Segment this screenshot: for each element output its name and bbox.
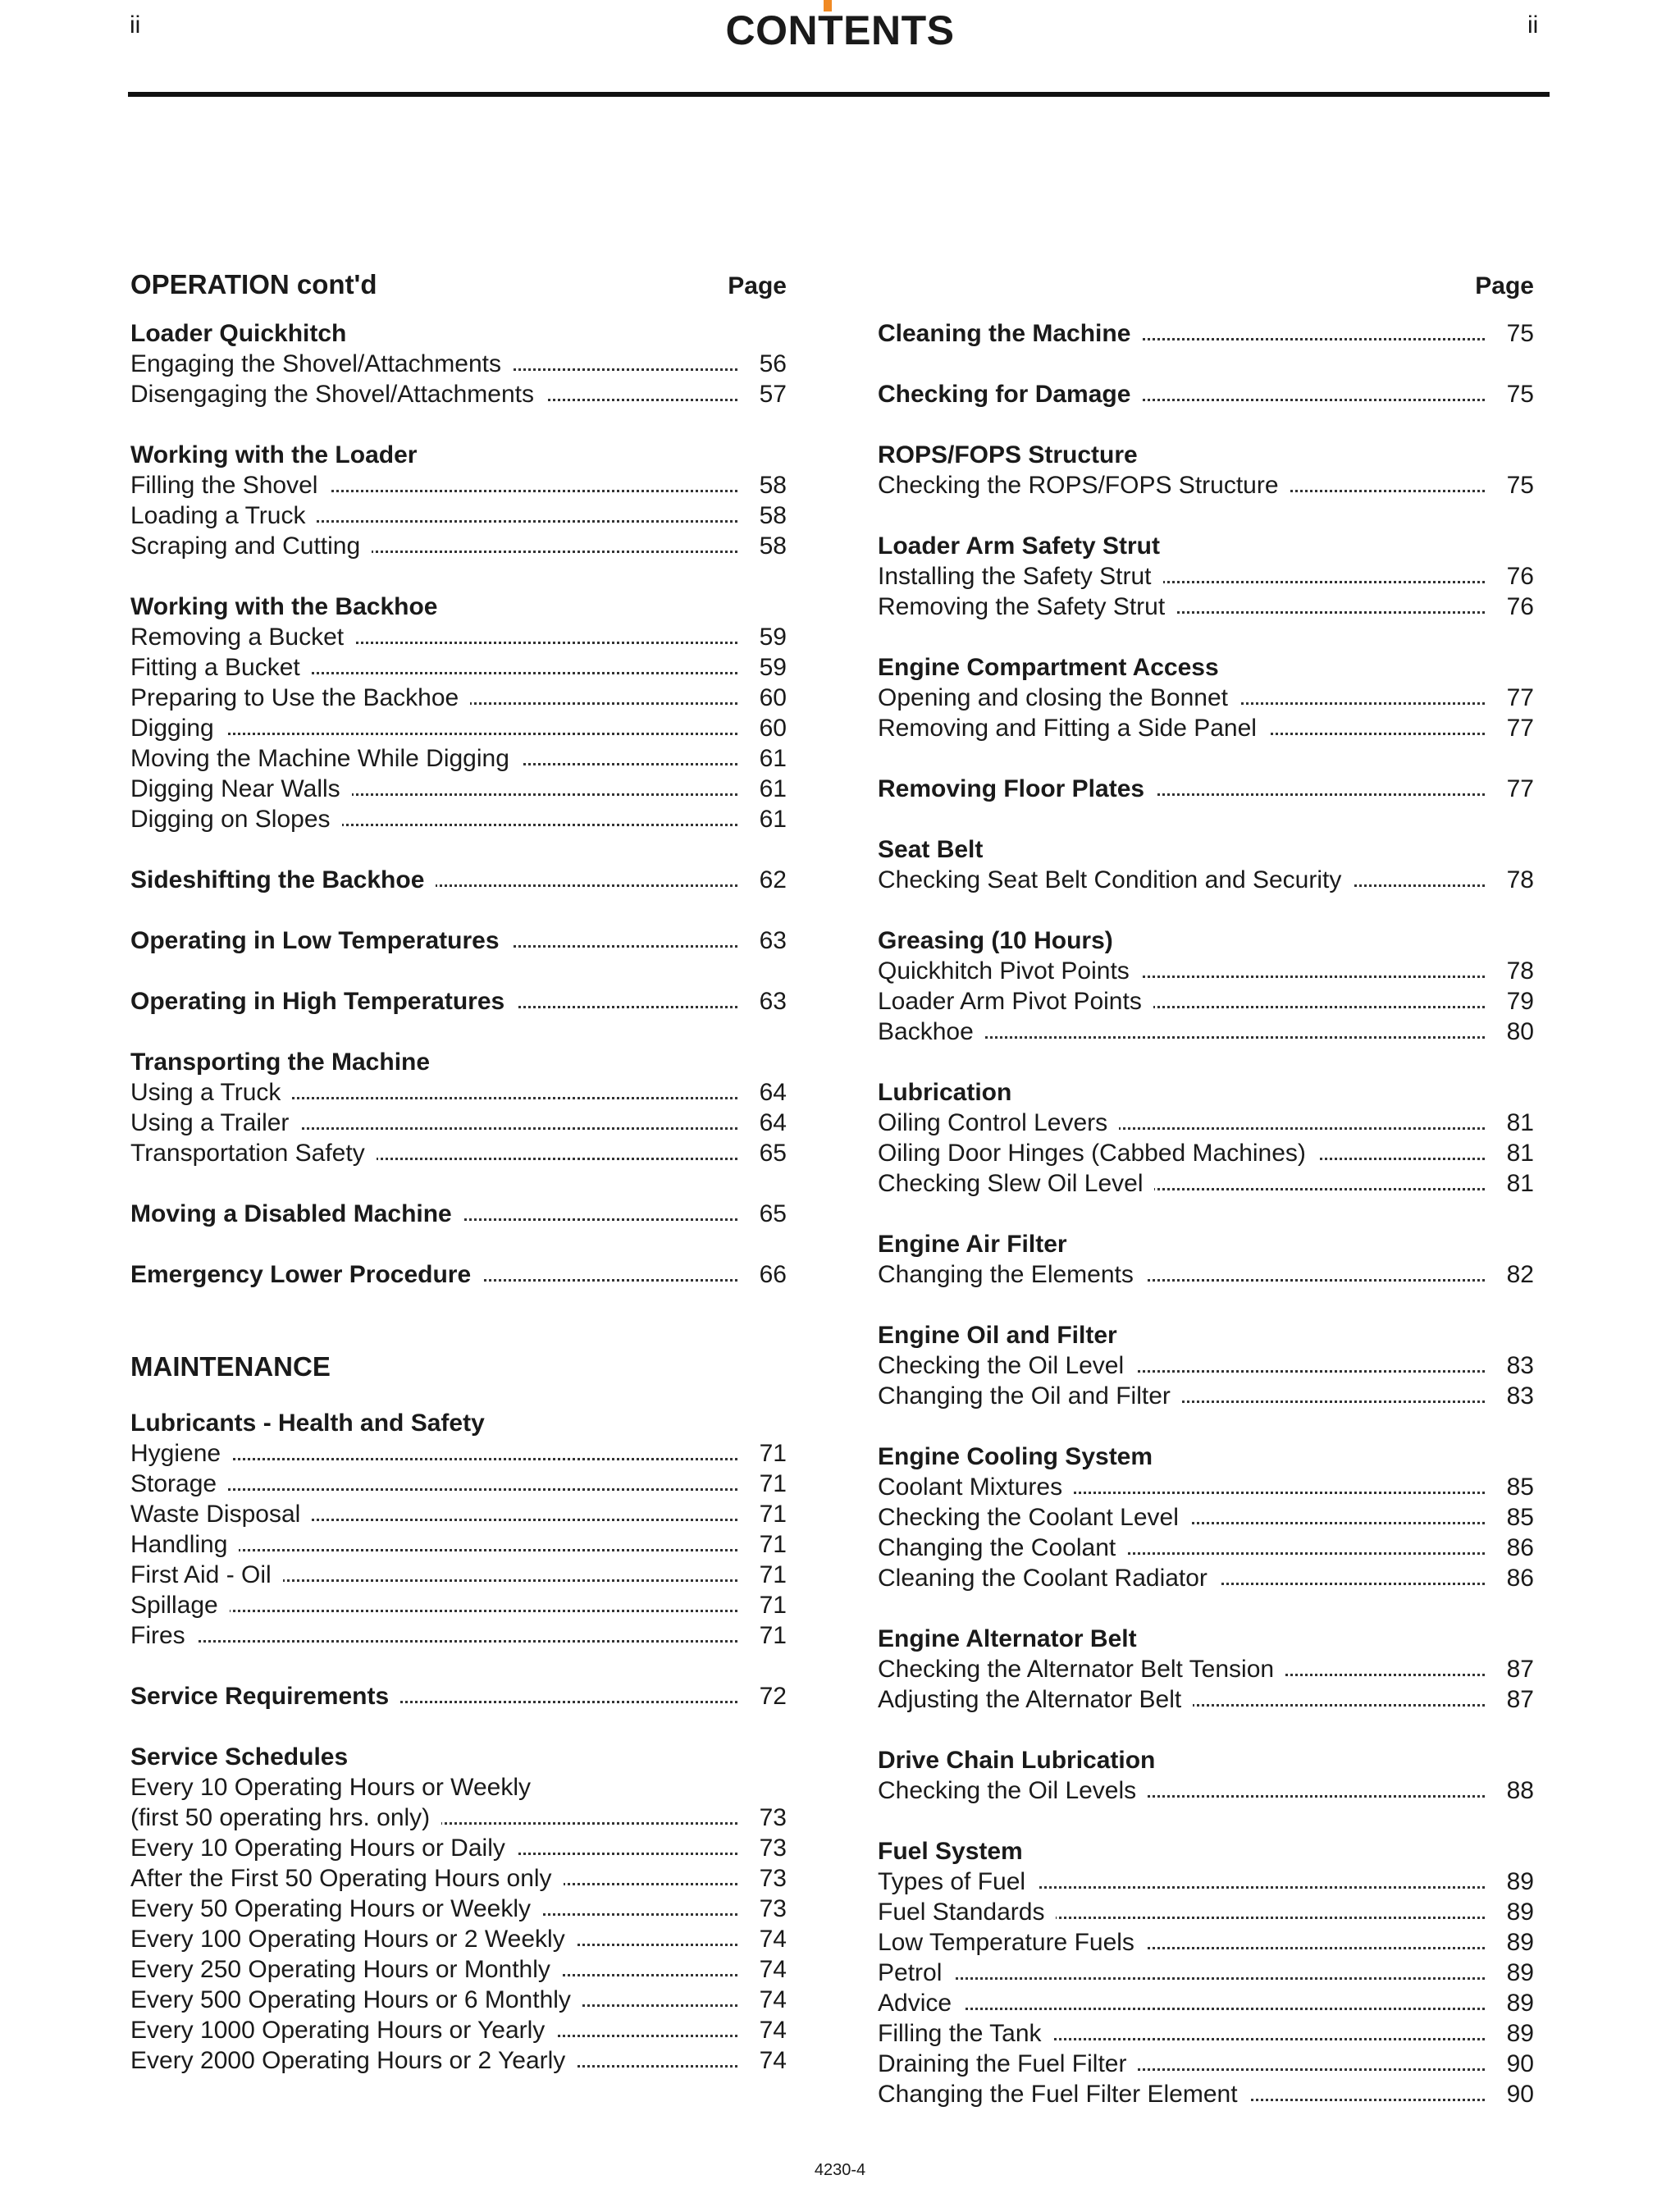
toc-entry-label: Changing the Elements [878, 1261, 1145, 1288]
toc-group [878, 1624, 1534, 1715]
toc-entry[interactable] [130, 1833, 787, 1863]
toc-heading-entry[interactable] [130, 986, 787, 1017]
page-title: CONTENTS [725, 7, 955, 53]
toc-entry[interactable] [878, 1502, 1534, 1533]
toc-entry-label: Adjusting the Alternator Belt [878, 1686, 1193, 1713]
toc-entry-label: Sideshifting the Backhoe [130, 866, 436, 893]
toc-entry[interactable] [130, 683, 787, 713]
toc-entry-label: Changing the Oil and Filter [878, 1382, 1182, 1410]
toc-page-number: 71 [747, 1529, 787, 1560]
toc-group-title: Engine Compartment Access [878, 654, 1219, 681]
toc-page-number: 71 [747, 1438, 787, 1469]
toc-entry[interactable] [878, 1381, 1534, 1411]
toc-page-number: 58 [747, 531, 787, 561]
toc-entry-label: Checking Slew Oil Level [878, 1170, 1154, 1197]
toc-entry-label: Every 1000 Operating Hours or Yearly [130, 2017, 556, 2044]
toc-group-title: Loader Arm Safety Strut [878, 532, 1160, 560]
toc-entry-label: Checking the ROPS/FOPS Structure [878, 472, 1290, 499]
toc-entry-label: Oiling Door Hinges (Cabbed Machines) [878, 1140, 1317, 1167]
toc-page-number: 60 [747, 683, 787, 713]
toc-entry-label: Emergency Lower Procedure [130, 1261, 482, 1288]
toc-entry[interactable] [878, 470, 1534, 500]
toc-page-number: 59 [747, 622, 787, 652]
toc-page-number: 74 [747, 1985, 787, 2015]
toc-entry-label: Checking for Damage [878, 381, 1142, 408]
toc-page-number: 86 [1495, 1533, 1534, 1563]
toc-entry-label: Removing the Safety Strut [878, 593, 1176, 620]
toc-group [130, 1199, 787, 1229]
toc-entry[interactable] [130, 1590, 787, 1620]
toc-page-number: 81 [1495, 1168, 1534, 1199]
toc-entry-label: Digging on Slopes [130, 806, 342, 833]
toc-group [130, 925, 787, 956]
toc-entry[interactable] [878, 1775, 1534, 1806]
toc-entry-label: Low Temperature Fuels [878, 1929, 1146, 1956]
toc-page-number: 71 [747, 1499, 787, 1529]
toc-entry-label: Every 50 Operating Hours or Weekly [130, 1895, 542, 1922]
toc-group [130, 1259, 787, 1290]
toc-group [878, 1229, 1534, 1290]
toc-page-number: 89 [1495, 1958, 1534, 1988]
toc-entry[interactable] [878, 2049, 1534, 2079]
toc-group-title: Seat Belt [878, 836, 984, 863]
toc-group-title: Service Schedules [130, 1743, 349, 1771]
toc-page-number: 80 [1495, 1017, 1534, 1047]
toc-entry-label: Checking the Coolant Level [878, 1504, 1190, 1531]
toc-entry[interactable] [130, 1863, 787, 1894]
toc-page-number: 74 [747, 2045, 787, 2076]
toc-entry-label: Removing and Fitting a Side Panel [878, 715, 1268, 742]
toc-page-number: 90 [1495, 2079, 1534, 2109]
toc-group-title: Engine Oil and Filter [878, 1322, 1117, 1349]
toc-entry-label: Opening and closing the Bonnet [878, 684, 1239, 711]
toc-page-number: 86 [1495, 1563, 1534, 1593]
toc-entry-label: Every 2000 Operating Hours or 2 Yearly [130, 2047, 577, 2074]
toc-entry-label: Cleaning the Coolant Radiator [878, 1565, 1219, 1592]
toc-page-number: 65 [747, 1199, 787, 1229]
toc-entry[interactable] [130, 1529, 787, 1560]
toc-entry-label: Filling the Shovel [130, 472, 329, 499]
toc-group-title: Greasing (10 Hours) [878, 927, 1113, 954]
toc-entry-label: Spillage [130, 1592, 230, 1619]
toc-page-number: 60 [747, 713, 787, 743]
toc-group-title: Working with the Backhoe [130, 593, 438, 620]
toc-entry-label: Every 500 Operating Hours or 6 Monthly [130, 1986, 582, 2013]
toc-entry-label: Installing the Safety Strut [878, 563, 1163, 590]
toc-entry[interactable] [878, 1897, 1534, 1927]
toc-entry[interactable] [130, 1985, 787, 2015]
toc-group [130, 1742, 787, 2076]
toc-entry-label: Quickhitch Pivot Points [878, 957, 1141, 985]
toc-entry[interactable] [878, 1958, 1534, 1988]
toc-entry-label: Every 10 Operating Hours or Daily [130, 1835, 517, 1862]
page-column-label: Page [728, 272, 787, 299]
toc-entry-label: Loader Arm Pivot Points [878, 988, 1153, 1015]
right-column-header [878, 261, 1534, 318]
toc-entry[interactable] [130, 622, 787, 652]
toc-entry-label: Hygiene [130, 1440, 232, 1467]
toc-entry-label: Oiling Control Levers [878, 1109, 1119, 1136]
toc-entry-label: Every 10 Operating Hours or Weekly [130, 1774, 542, 1801]
toc-page-number: 83 [1495, 1350, 1534, 1381]
toc-entry[interactable] [878, 683, 1534, 713]
toc-entry[interactable] [878, 561, 1534, 592]
toc-page-number: 88 [1495, 1775, 1534, 1806]
toc-heading-entry[interactable] [878, 379, 1534, 409]
toc-entry[interactable] [130, 1803, 787, 1833]
toc-entry-label: Scraping and Cutting [130, 532, 372, 560]
toc-group-title: Transporting the Machine [130, 1049, 431, 1076]
toc-page-number: 76 [1495, 592, 1534, 622]
toc-group [130, 1408, 787, 1651]
toc-entry[interactable] [130, 774, 787, 804]
toc-entry[interactable] [130, 1499, 787, 1529]
toc-page-number: 90 [1495, 2049, 1534, 2079]
folio-right: ii [1527, 11, 1539, 39]
toc-page-number: 59 [747, 652, 787, 683]
toc-page-number: 61 [747, 774, 787, 804]
toc-entry[interactable] [878, 986, 1534, 1017]
toc-page-number: 81 [1495, 1108, 1534, 1138]
folio-left: ii [130, 11, 141, 39]
toc-entry[interactable] [130, 713, 787, 743]
toc-entry-label: Service Requirements [130, 1683, 400, 1710]
toc-entry[interactable] [130, 2015, 787, 2045]
toc-entry[interactable] [130, 2045, 787, 2076]
toc-page-number: 87 [1495, 1654, 1534, 1684]
toc-entry-label: Waste Disposal [130, 1501, 312, 1528]
toc-entry[interactable] [878, 2079, 1534, 2109]
toc-page-number: 75 [1495, 470, 1534, 500]
toc-entry-label: Loading a Truck [130, 502, 317, 529]
toc-entry[interactable] [878, 1563, 1534, 1593]
toc-entry-label: Filling the Tank [878, 2020, 1053, 2047]
toc-page-number: 77 [1495, 774, 1534, 804]
toc-entry-label: Removing Floor Plates [878, 775, 1156, 802]
toc-heading-entry[interactable] [130, 865, 787, 895]
toc-group-title: Engine Air Filter [878, 1231, 1067, 1258]
toc-entry-label: Preparing to Use the Backhoe [130, 684, 470, 711]
toc-group [878, 834, 1534, 895]
toc-page-number: 66 [747, 1259, 787, 1290]
toc-page-number: 73 [747, 1894, 787, 1924]
toc-page-number: 74 [747, 1924, 787, 1954]
toc-entry-label: Types of Fuel [878, 1868, 1037, 1895]
toc-page-number: 71 [747, 1560, 787, 1590]
dot-leader [878, 2008, 1485, 2010]
toc-group [878, 531, 1534, 622]
toc-entry-label: Digging Near Walls [130, 775, 352, 802]
toc-group-title: Drive Chain Lubrication [878, 1747, 1156, 1774]
toc-entry[interactable] [130, 379, 787, 409]
toc-page-number: 78 [1495, 865, 1534, 895]
toc-page-number: 73 [747, 1803, 787, 1833]
toc-entry-label: Moving a Disabled Machine [130, 1200, 463, 1227]
toc-page-number: 73 [747, 1833, 787, 1863]
toc-page-number: 61 [747, 804, 787, 834]
toc-page-number: 65 [747, 1138, 787, 1168]
toc-entry-label: Checking the Oil Levels [878, 1777, 1148, 1804]
toc-page-number: 89 [1495, 1988, 1534, 2018]
toc-group [130, 865, 787, 895]
toc-group-title: Loader Quickhitch [130, 320, 347, 347]
toc-entry[interactable] [878, 1259, 1534, 1290]
toc-page-number: 64 [747, 1077, 787, 1108]
toc-entry-label: Coolant Mixtures [878, 1474, 1074, 1501]
toc-entry-label: Fitting a Bucket [130, 654, 312, 681]
toc-group-title: Lubricants - Health and Safety [130, 1410, 485, 1437]
toc-entry-label: Changing the Fuel Filter Element [878, 2081, 1249, 2108]
toc-page-number: 89 [1495, 2018, 1534, 2049]
toc-page-number: 89 [1495, 1897, 1534, 1927]
header-rule [128, 92, 1550, 97]
toc-page-number: 79 [1495, 986, 1534, 1017]
toc-entry[interactable] [878, 1988, 1534, 2018]
section-heading-maintenance: MAINTENANCE [130, 1351, 331, 1382]
toc-group [130, 440, 787, 561]
toc-entry-label: Every 250 Operating Hours or Monthly [130, 1956, 562, 1983]
toc-page-number: 77 [1495, 713, 1534, 743]
toc-entry-label: Checking Seat Belt Condition and Security [878, 866, 1353, 893]
toc-entry[interactable] [130, 743, 787, 774]
toc-page-number: 76 [1495, 561, 1534, 592]
toc-page-number: 74 [747, 2015, 787, 2045]
toc-group-title: Engine Alternator Belt [878, 1625, 1137, 1652]
toc-heading-entry[interactable] [130, 1199, 787, 1229]
toc-entry[interactable] [130, 470, 787, 500]
toc-entry[interactable] [878, 2018, 1534, 2049]
toc-page-number: 75 [1495, 379, 1534, 409]
toc-group [878, 925, 1534, 1047]
toc-page-number: 72 [747, 1681, 787, 1711]
toc-page-number: 57 [747, 379, 787, 409]
toc-entry[interactable] [878, 1533, 1534, 1563]
toc-entry-label: Storage [130, 1470, 228, 1497]
contents-right-column [878, 261, 1534, 2109]
toc-entry[interactable] [130, 1924, 787, 1954]
toc-entry[interactable] [878, 1927, 1534, 1958]
toc-group-title: ROPS/FOPS Structure [878, 441, 1138, 468]
dot-leader [130, 1640, 737, 1643]
toc-page-number: 78 [1495, 956, 1534, 986]
toc-page-number: 64 [747, 1108, 787, 1138]
toc-page-number: 73 [747, 1863, 787, 1894]
toc-heading-entry[interactable] [878, 774, 1534, 804]
toc-page-number: 71 [747, 1620, 787, 1651]
toc-entry-label: Handling [130, 1531, 239, 1558]
toc-entry[interactable] [878, 1654, 1534, 1684]
dot-leader [878, 1977, 1485, 1980]
toc-group [878, 652, 1534, 743]
toc-entry-label: Digging [130, 715, 226, 742]
toc-entry[interactable] [878, 1472, 1534, 1502]
toc-entry-label: Moving the Machine While Digging [130, 745, 521, 772]
toc-entry[interactable] [130, 500, 787, 531]
toc-page-number: 63 [747, 925, 787, 956]
toc-group [130, 986, 787, 1017]
toc-page-number: 85 [1495, 1472, 1534, 1502]
toc-heading-entry[interactable] [130, 1681, 787, 1711]
toc-group [878, 1320, 1534, 1411]
toc-entry[interactable] [878, 1867, 1534, 1897]
toc-entry[interactable] [130, 531, 787, 561]
toc-entry-label: Changing the Coolant [878, 1534, 1127, 1561]
toc-entry[interactable] [130, 1138, 787, 1168]
toc-entry[interactable] [878, 1108, 1534, 1138]
toc-entry-label: Cleaning the Machine [878, 320, 1142, 347]
toc-group-title: Lubrication [878, 1079, 1012, 1106]
toc-entry[interactable] [878, 956, 1534, 986]
toc-page-number: 75 [1495, 318, 1534, 349]
toc-page-number: 81 [1495, 1138, 1534, 1168]
toc-page-number: 87 [1495, 1684, 1534, 1715]
section-heading-operation: OPERATION cont'd [130, 269, 377, 299]
toc-entry[interactable] [878, 1017, 1534, 1047]
toc-entry-label: First Aid - Oil [130, 1561, 283, 1588]
toc-page-number: 71 [747, 1469, 787, 1499]
toc-group [878, 1077, 1534, 1199]
toc-entry-label: Operating in High Temperatures [130, 988, 516, 1015]
toc-page-number: 85 [1495, 1502, 1534, 1533]
toc-group-title: Working with the Loader [130, 441, 418, 468]
toc-page-number: 77 [1495, 683, 1534, 713]
toc-entry-label: Using a Trailer [130, 1109, 300, 1136]
toc-entry[interactable] [878, 865, 1534, 895]
toc-entry[interactable] [130, 1772, 787, 1803]
toc-entry-label: Advice [878, 1990, 963, 2017]
toc-entry[interactable] [878, 1138, 1534, 1168]
toc-entry-label: Checking the Alternator Belt Tension [878, 1656, 1285, 1683]
toc-group [878, 774, 1534, 804]
toc-entry[interactable] [130, 1560, 787, 1590]
toc-group-title: Fuel System [878, 1838, 1023, 1865]
toc-entry-label: Draining the Fuel Filter [878, 2050, 1138, 2077]
toc-group [878, 1745, 1534, 1806]
toc-heading-entry[interactable] [130, 1259, 787, 1290]
toc-group [878, 379, 1534, 409]
toc-entry-label: Disengaging the Shovel/Attachments [130, 381, 546, 408]
toc-entry-label: Backhoe [878, 1018, 985, 1045]
toc-entry-label: Checking the Oil Level [878, 1352, 1135, 1379]
toc-entry-label: Transportation Safety [130, 1140, 377, 1167]
toc-entry[interactable] [878, 1684, 1534, 1715]
toc-group [130, 592, 787, 834]
toc-page-number: 83 [1495, 1381, 1534, 1411]
toc-group [130, 1681, 787, 1711]
toc-entry[interactable] [130, 349, 787, 379]
toc-entry[interactable] [878, 1168, 1534, 1199]
toc-entry-label: Engaging the Shovel/Attachments [130, 350, 513, 377]
document-number: 4230-4 [814, 2161, 866, 2179]
toc-group [878, 440, 1534, 500]
toc-heading-entry[interactable] [878, 318, 1534, 349]
toc-group [878, 318, 1534, 349]
toc-entry-label: Every 100 Operating Hours or 2 Weekly [130, 1926, 577, 1953]
toc-page-number: 71 [747, 1590, 787, 1620]
toc-entry[interactable] [878, 713, 1534, 743]
toc-entry-label: Petrol [878, 1959, 953, 1986]
toc-entry[interactable] [130, 1108, 787, 1138]
toc-entry[interactable] [130, 1620, 787, 1651]
toc-group [130, 318, 787, 409]
toc-entry[interactable] [130, 1438, 787, 1469]
toc-entry-label: After the First 50 Operating Hours only [130, 1865, 564, 1892]
toc-page-number: 61 [747, 743, 787, 774]
toc-page-number: 62 [747, 865, 787, 895]
toc-page-number: 63 [747, 986, 787, 1017]
toc-page-number: 58 [747, 500, 787, 531]
toc-group [878, 1442, 1534, 1593]
toc-entry[interactable] [130, 1894, 787, 1924]
toc-entry-label: Operating in Low Temperatures [130, 927, 511, 954]
toc-page-number: 82 [1495, 1259, 1534, 1290]
toc-entry[interactable] [130, 1077, 787, 1108]
toc-entry-label: Fuel Standards [878, 1899, 1056, 1926]
toc-entry[interactable] [130, 1954, 787, 1985]
toc-entry[interactable] [878, 592, 1534, 622]
toc-entry[interactable] [130, 652, 787, 683]
toc-page-number: 58 [747, 470, 787, 500]
toc-group-title: Engine Cooling System [878, 1443, 1153, 1470]
toc-entry[interactable] [130, 804, 787, 834]
contents-left-column [130, 261, 787, 2076]
toc-group [878, 1836, 1534, 2109]
toc-page-number: 89 [1495, 1867, 1534, 1897]
left-column-header [130, 261, 787, 318]
toc-page-number: 56 [747, 349, 787, 379]
toc-entry-label: Removing a Bucket [130, 624, 355, 651]
page-column-label: Page [1475, 272, 1534, 299]
toc-page-number: 74 [747, 1954, 787, 1985]
toc-entry[interactable] [130, 1469, 787, 1499]
toc-entry-label: (first 50 operating hrs. only) [130, 1804, 441, 1831]
toc-heading-entry[interactable] [130, 925, 787, 956]
toc-entry-label: Using a Truck [130, 1079, 292, 1106]
toc-page-number: 89 [1495, 1927, 1534, 1958]
toc-entry-label: Fires [130, 1622, 197, 1649]
toc-entry[interactable] [878, 1350, 1534, 1381]
toc-group [130, 1047, 787, 1168]
